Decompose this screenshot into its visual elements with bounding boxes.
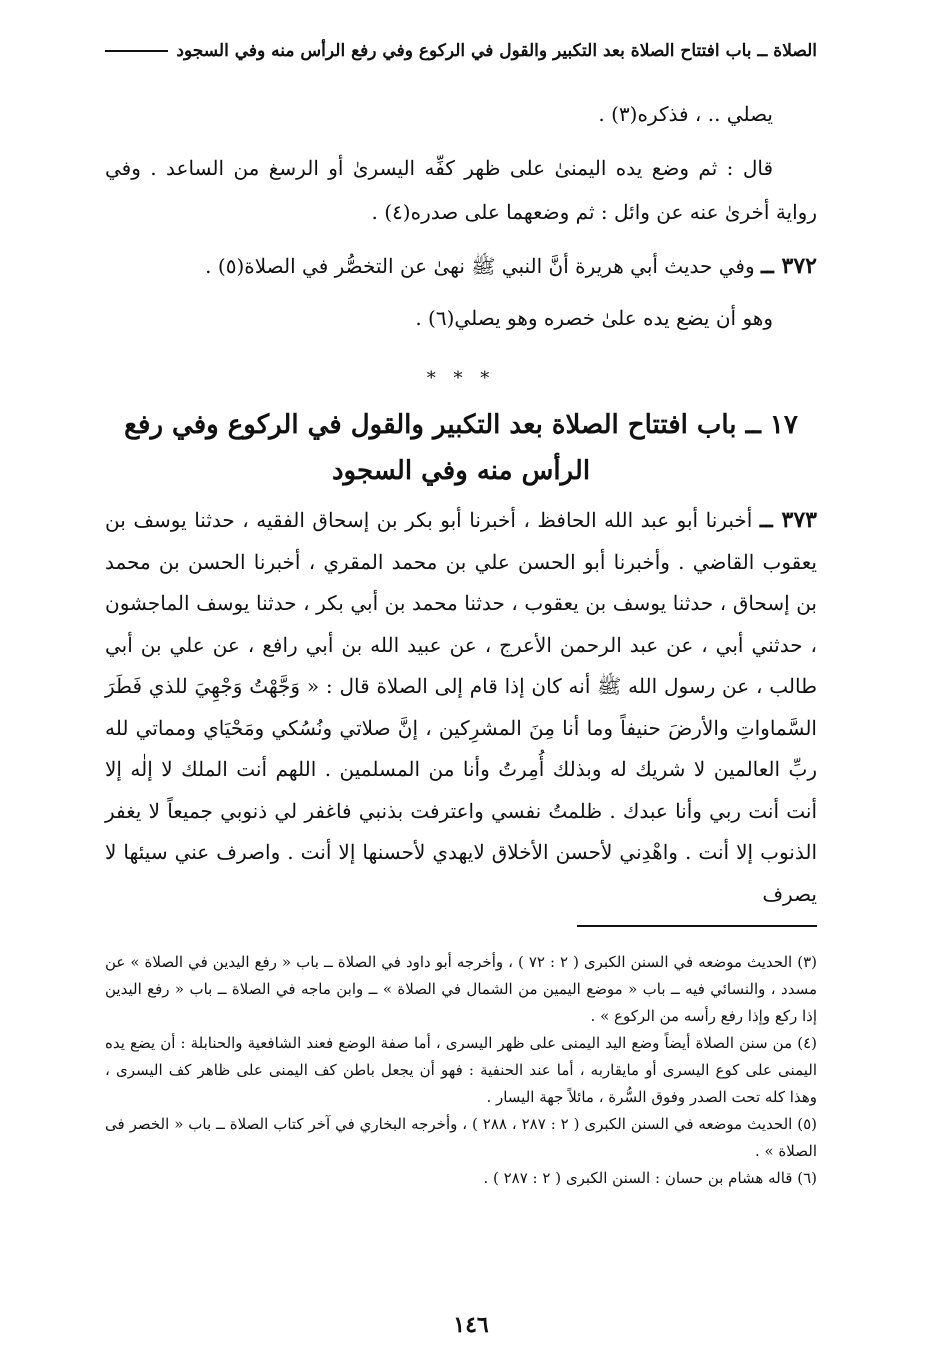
section-separator: * * *	[426, 368, 496, 389]
header-rule	[105, 50, 168, 52]
page-number: ١٤٦	[453, 1312, 489, 1338]
continuation-line: يصلي .. ، فذكره(٣) .	[598, 102, 773, 126]
top-section	[105, 92, 817, 340]
hadith-373	[105, 500, 817, 915]
running-header-title: الصلاة ــ باب افتتاح الصلاة بعد التكبير والقول في الركوع وفي رفع الرأس منه وفي السجود	[176, 41, 817, 61]
footnote-rule	[577, 925, 817, 927]
hadith-372	[105, 244, 817, 288]
footnote-4: (٤) من سنن الصلاة أيضاً وضع اليد اليمنى على ظهر اليسرى ، أما صفة الوضع فعند الشافعية والحنابلة : أن يضع يده اليمنى على كوع اليسرى أو مايقاربه ، أما عند الحنفية : فهو أن يجعل باطن كف اليمنى على ظاهر كف اليسرى ، وهذا كله تحت الصدر وفوق السُّرة ، مائلاً جهة اليسار .	[105, 1034, 817, 1106]
hadith-373-text: أخبرنا أبو عبد الله الحافظ ، أخبرنا أبو بكر بن إسحاق الفقيه ، حدثنا يوسف بن يعقوب القاضي . وأخبرنا أبو الحسن علي بن محمد المقري ، أخبرنا الحسن بن محمد بن إسحاق ، حدثنا يوسف بن يعقوب ، حدثنا محمد بن أبي بكر ، حدثنا يوسف الماجشون ، حدثني أبي ، عن عبد الرحمن الأعرج ، عن عبيد الله بن أبي رافع ، عن علي بن أبي طالب ، عن رسول الله ﷺ أنه كان إذا قام إلى الصلاة قال : « وَجَّهْتُ وَجْهِيَ للذي فَطَرَ السَّماواتِ والأرضَ حنيفاً وما أنا مِنَ المشرِكين ، إنَّ صلاتي ونُسُكي ومَحْيَاي ومماتي لله ربِّ العالمين لا شريك له وبذلك أُمِرتُ وأنا من المسلمين . اللهم أنت الملك لا إلٰه إلا أنت أنت ربي وأنا عبدك . ظلمتُ نفسي واعترفت بذنبي فاغفر لي ذنوبي جميعاً لا يغفر الذنوب إلا أنت . واهْدِني لأحسن الأخلاق لايهدي لأحسنها إلا أنت . واصرف عني سيئها لا يصرف	[105, 508, 817, 906]
hadith-372-text: وفي حديث أبي هريرة أنَّ النبي ﷺ نهىٰ عن التخصُّر في الصلاة(٥) .	[205, 254, 755, 278]
hadith-372-number: ٣٧٢ ــ	[760, 253, 817, 279]
footnote-6: (٦) قاله هشام بن حسان : السنن الكبرى ( ٢ : ٢٨٧ ) .	[483, 1169, 817, 1187]
hadith-373-number: ٣٧٣ ــ	[759, 507, 817, 533]
chapter-title: ١٧ ــ باب افتتاح الصلاة بعد التكبير والقول في الركوع وفي رفع الرأس منه وفي السجود	[124, 410, 798, 486]
hadith-372-gloss: وهو أن يضع يده علىٰ خصره وهو يصلي(٦) .	[415, 306, 773, 330]
footnote-5: (٥) الحديث موضعه في السنن الكبرى ( ٢ : ٢٨٧ ، ٢٨٨ ) ، وأخرجه البخاري في آخر كتاب الصلاة ــ باب « الخصر فى الصلاة » .	[105, 1115, 817, 1160]
book-page	[105, 38, 817, 1192]
narration-paragraph: قال : ثم وضع يده اليمنىٰ على ظهر كفِّه اليسرىٰ أو الرسغ من الساعد . وفي رواية أخرىٰ عنه عن وائل : ثم وضعهما على صدره(٤) .	[105, 156, 817, 224]
footnotes	[105, 949, 817, 1192]
running-header	[105, 38, 817, 64]
footnote-3: (٣) الحديث موضعه في السنن الكبرى ( ٢ : ٧٢ ) ، وأخرجه أبو داود في الصلاة ــ باب « رفع اليدين في الصلاة » عن مسدد ، والنسائي فيه ــ باب « موضع اليمين من الشمال في الصلاة » ــ وابن ماجه في الصلاة ــ باب « رفع اليدين إذا ركع وإذا رفع رأسه من الركوع » .	[105, 953, 817, 1025]
